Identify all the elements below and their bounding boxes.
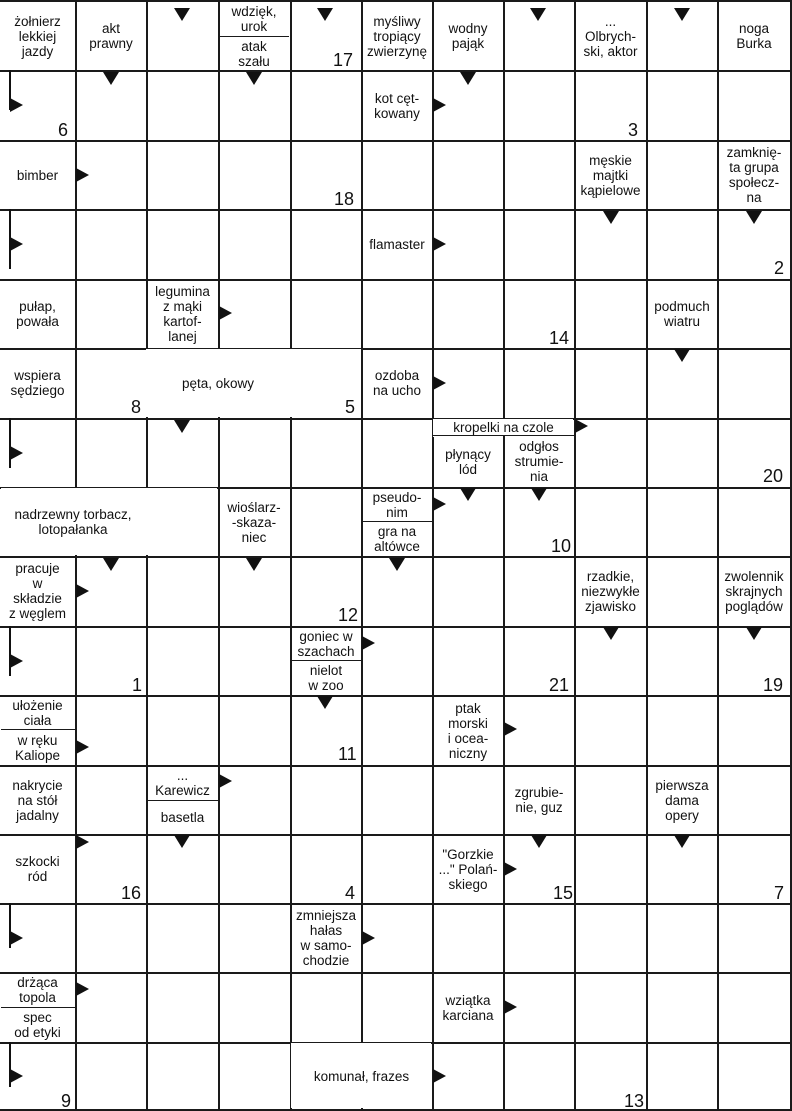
arrow-right-icon (504, 1000, 517, 1014)
clue: atak szału (238, 38, 270, 69)
clue: drżąca topola (17, 975, 58, 1005)
arrow-right-icon (76, 835, 89, 849)
cell-number: 5 (345, 397, 356, 417)
arrow-right-icon (219, 774, 232, 788)
arrow-down-icon (531, 488, 547, 501)
clue: żołnierz lekkiej jazdy (14, 13, 61, 59)
clue: wspiera sędziego (10, 368, 65, 398)
arrow-down-icon (746, 627, 762, 640)
clue: spec od etyki (14, 1010, 61, 1040)
clue: nakrycie na stół jadalny (12, 777, 63, 823)
arrow-down-icon (746, 211, 762, 224)
cell-number: 19 (763, 675, 784, 695)
cell-number: 17 (333, 50, 354, 70)
cell-number: 20 (763, 466, 784, 486)
clue: nielot w zoo (308, 663, 344, 693)
arrow-down-icon (460, 72, 476, 85)
clue: ... Karewicz (155, 768, 210, 798)
arrow-right-icon (362, 931, 375, 945)
cell-number: 6 (58, 120, 69, 140)
arrow-down-icon (603, 211, 619, 224)
clue: odgłos strumie- nia (514, 439, 564, 484)
cell-number: 12 (338, 605, 359, 625)
arrow-right-icon (10, 931, 23, 945)
clue: pseudo- nim (372, 489, 422, 520)
clue: bimber (16, 167, 59, 183)
clue: szkocki ród (15, 854, 60, 884)
clue: wdzięk, urok (231, 4, 277, 34)
cell-number: 14 (549, 328, 570, 348)
clue: męskie majtki kąpielowe (580, 152, 641, 198)
arrow-right-icon (10, 1069, 23, 1083)
arrow-right-icon (504, 722, 517, 736)
arrow-down-icon (317, 696, 333, 709)
clue: zwolennik skrajnych poglądów (724, 568, 784, 614)
arrow-down-icon (174, 835, 190, 848)
arrow-down-icon (103, 72, 119, 85)
arrow-down-icon (674, 835, 690, 848)
clue: pracuje w składzie z węglem (8, 561, 67, 621)
arrow-right-icon (10, 446, 23, 460)
cell-number: 16 (121, 883, 142, 903)
cell-number: 1 (132, 675, 143, 695)
cell-number: 18 (334, 189, 355, 209)
clue: wioślarz- -skaza- niec (227, 499, 281, 545)
clue: kropelki na czole (453, 419, 554, 435)
clue: płynący lód (445, 446, 491, 477)
clue: w ręku Kaliope (14, 732, 61, 763)
arrow-right-icon (433, 497, 446, 511)
clue: legumina z mąki kartof- lanej (155, 284, 210, 344)
arrow-right-icon (10, 98, 23, 112)
arrow-down-icon (674, 8, 690, 21)
cell-number: 15 (553, 883, 574, 903)
arrow-down-icon (174, 8, 190, 21)
arrow-down-icon (389, 558, 405, 571)
arrow-right-icon (76, 168, 89, 182)
arrow-right-icon (362, 636, 375, 650)
arrow-down-icon (530, 8, 546, 21)
clue: "Gorzkie ..." Polań- skiego (438, 846, 498, 892)
arrow-down-icon (603, 627, 619, 640)
arrow-down-icon (317, 8, 333, 21)
clue: ... Olbrych- ski, aktor (583, 13, 638, 59)
clue: noga Burka (736, 21, 772, 51)
cell-number: 11 (338, 744, 357, 764)
arrow-down-icon (246, 72, 262, 85)
cell-number: 3 (628, 120, 639, 140)
clue: goniec w szachach (297, 628, 355, 659)
arrow-down-icon (246, 558, 262, 571)
cell-number: 10 (551, 536, 572, 556)
arrow-down-icon (674, 349, 690, 362)
clue: gra na altówce (374, 524, 420, 554)
cell-number: 8 (131, 397, 142, 417)
arrow-down-icon (103, 558, 119, 571)
cell-number: 4 (345, 883, 356, 903)
clue: komunał, frazes (313, 1068, 410, 1084)
clue: zamknię- ta grupa społecz- na (726, 145, 782, 205)
arrow-right-icon (219, 306, 232, 320)
arrow-right-icon (10, 654, 23, 668)
clue: zgrubie- nie, guz (514, 785, 564, 815)
clue: ptak morski i ocea- niczny (447, 700, 489, 761)
cell-number: 13 (624, 1091, 645, 1111)
clue: podmuch wiatru (654, 299, 710, 329)
clue: flamaster (369, 236, 425, 252)
cell-number: 9 (61, 1091, 72, 1111)
clue: zmniejsza hałas w samo- chodzie (295, 908, 357, 968)
arrow-down-icon (531, 835, 547, 848)
clue: ułożenie ciała (12, 697, 63, 728)
arrow-down-icon (174, 420, 190, 433)
arrow-right-icon (76, 740, 89, 754)
clue: pierwsza dama opery (655, 777, 709, 823)
clue: kot cęt- kowany (374, 91, 420, 121)
clue: akt prawny (89, 21, 133, 51)
clue: pęta, okowy (181, 375, 255, 391)
arrow-right-icon (10, 237, 23, 251)
arrow-right-icon (575, 419, 588, 433)
clue: ozdoba na ucho (372, 368, 422, 398)
arrow-right-icon (433, 237, 446, 251)
arrow-right-icon (504, 862, 517, 876)
clue: myśliwy tropiący zwierzynę (366, 13, 428, 59)
clue: basetla (160, 810, 205, 825)
cell-number: 2 (774, 258, 785, 278)
clue: nadrzewny torbacz, lotopałanka (14, 507, 132, 537)
arrow-right-icon (433, 1069, 446, 1083)
clue: wodny pająk (448, 21, 488, 51)
clue: rzadkie, niezwykłe zjawisko (581, 568, 640, 614)
arrow-right-icon (76, 982, 89, 996)
arrow-right-icon (76, 584, 89, 598)
arrow-down-icon (460, 488, 476, 501)
cell-number: 21 (549, 675, 570, 695)
arrow-right-icon (433, 98, 446, 112)
arrow-right-icon (433, 376, 446, 390)
clue: pułap, powała (16, 299, 59, 329)
clue: wziątka karciana (442, 992, 494, 1023)
cell-number: 7 (774, 883, 785, 903)
